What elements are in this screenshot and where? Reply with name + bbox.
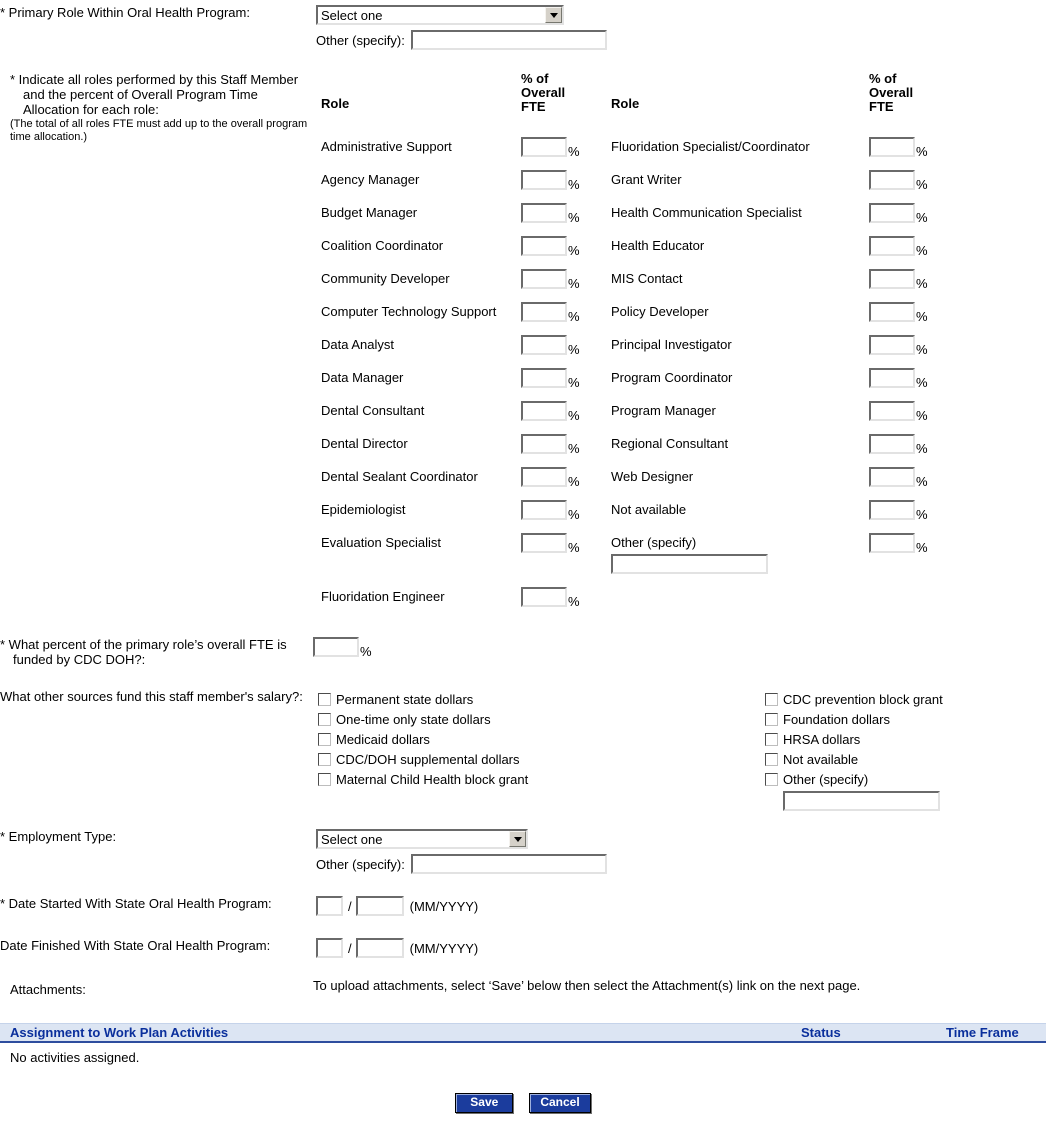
- funding-option-one-time-state[interactable]: [318, 709, 765, 729]
- percent-sign: %: [568, 407, 580, 423]
- form-actions: [0, 1093, 1046, 1125]
- save-button[interactable]: Save: [455, 1093, 513, 1113]
- checkbox-label: One-time only state dollars: [336, 711, 491, 727]
- role-fte-input-computer-technology[interactable]: [521, 302, 567, 322]
- funding-checkbox-cdc-prevention[interactable]: [765, 693, 778, 706]
- role-label: MIS Contact: [611, 271, 683, 286]
- role-label: Computer Technology Support: [321, 304, 497, 319]
- role-label: Dental Sealant Coordinator: [321, 469, 478, 484]
- percent-sign: %: [568, 593, 580, 609]
- percent-sign: %: [568, 308, 580, 324]
- role-label: Coalition Coordinator: [321, 238, 444, 253]
- role-fte-input-grant-writer[interactable]: [869, 170, 915, 190]
- role-label: Administrative Support: [321, 139, 452, 154]
- activities-header-timeframe: Time Frame: [946, 1025, 1019, 1040]
- role-label: Health Educator: [611, 238, 705, 253]
- role-column-header: Role: [611, 96, 640, 111]
- date-separator: /: [348, 898, 352, 914]
- percent-sign: %: [916, 440, 928, 456]
- primary-role-select-value: Select one: [321, 7, 383, 23]
- role-label: Program Manager: [611, 403, 716, 418]
- role-label: Program Coordinator: [611, 370, 733, 385]
- checkbox-label: Foundation dollars: [783, 711, 890, 727]
- funding-option-cdc-prevention[interactable]: [765, 689, 1046, 709]
- funding-sources-row: [0, 689, 1046, 811]
- roles-grid: [313, 72, 1046, 607]
- work-plan-activities-section: [0, 1023, 1046, 1065]
- role-label: Not available: [611, 502, 687, 517]
- funding-checkbox-other[interactable]: [765, 773, 778, 786]
- percent-sign: %: [568, 176, 580, 192]
- percent-sign: %: [916, 473, 928, 489]
- dropdown-arrow-icon[interactable]: [545, 7, 562, 23]
- percent-sign: %: [916, 176, 928, 192]
- empty-cell: [861, 587, 959, 607]
- role-fte-input-fluoridation-engineer[interactable]: [521, 587, 567, 607]
- percent-sign: %: [568, 242, 580, 258]
- funding-option-foundation[interactable]: [765, 709, 1046, 729]
- activities-header-status: Status: [801, 1025, 841, 1040]
- percent-sign: %: [916, 341, 928, 357]
- employment-type-row: [0, 829, 1046, 874]
- attachments-row: [0, 978, 1046, 997]
- percent-sign: %: [568, 539, 580, 555]
- role-fte-input-data-manager[interactable]: [521, 368, 567, 388]
- checkbox-label: CDC prevention block grant: [783, 691, 943, 707]
- role-fte-input-administrative-support[interactable]: [521, 137, 567, 157]
- role-fte-input-not-available[interactable]: [869, 500, 915, 520]
- role-fte-input-dental-director[interactable]: [521, 434, 567, 454]
- primary-role-label: * Primary Role Within Oral Health Program:: [0, 5, 250, 20]
- funding-left-column: [313, 689, 765, 811]
- date-finished-month-input[interactable]: [316, 938, 343, 958]
- role-label: Regional Consultant: [611, 436, 729, 451]
- funding-option-other[interactable]: [765, 769, 1046, 789]
- percent-sign: %: [568, 506, 580, 522]
- percent-sign: %: [916, 308, 928, 324]
- role-label: Community Developer: [321, 271, 450, 286]
- date-finished-label: Date Finished With State Oral Health Program:: [0, 938, 271, 953]
- role-label: Grant Writer: [611, 172, 682, 187]
- percent-sign: %: [360, 643, 372, 659]
- percent-sign: %: [568, 275, 580, 291]
- percent-sign: %: [916, 506, 928, 522]
- funding-checkbox-foundation[interactable]: [765, 713, 778, 726]
- role-fte-input-principal-investigator[interactable]: [869, 335, 915, 355]
- cdc-percent-row: [0, 637, 1046, 667]
- role-label: Data Manager: [321, 370, 404, 385]
- funding-option-hrsa[interactable]: [765, 729, 1046, 749]
- employment-other-label: Other (specify):: [316, 856, 405, 872]
- role-fte-input-program-manager[interactable]: [869, 401, 915, 421]
- attachments-note: To upload attachments, select ‘Save’ below then select the Attachment(s) link on the next page.: [313, 978, 861, 993]
- role-fte-input-health-educator[interactable]: [869, 236, 915, 256]
- funding-option-permanent-state[interactable]: [318, 689, 765, 709]
- checkbox-label: HRSA dollars: [783, 731, 861, 747]
- primary-role-select[interactable]: [316, 5, 564, 25]
- role-fte-input-mis-contact[interactable]: [869, 269, 915, 289]
- checkbox-label: Not available: [783, 751, 859, 767]
- role-other-specify-input[interactable]: [611, 554, 768, 574]
- funding-right-column: [765, 689, 1046, 811]
- role-label: Fluoridation Engineer: [321, 589, 445, 604]
- empty-cell: [603, 587, 861, 607]
- role-fte-input-dental-sealant[interactable]: [521, 467, 567, 487]
- role-label: Policy Developer: [611, 304, 709, 319]
- date-started-year-input[interactable]: [356, 896, 404, 916]
- funding-checkbox-hrsa[interactable]: [765, 733, 778, 746]
- date-separator: /: [348, 940, 352, 956]
- roles-label: * Indicate all roles performed by this Staff Member and the percent of Overall Program Time Allocation for each role:: [10, 72, 299, 117]
- checkbox-label: CDC/DOH supplemental dollars: [336, 751, 520, 767]
- cdc-percent-label: * What percent of the primary role’s overall FTE is funded by CDC DOH?:: [0, 637, 287, 667]
- employment-type-select[interactable]: [316, 829, 528, 849]
- role-column-header: Role: [321, 96, 350, 111]
- fte-column-header: % of Overall FTE: [521, 71, 566, 114]
- funding-option-not-available[interactable]: [765, 749, 1046, 769]
- funding-option-cdc-doh-supplemental[interactable]: [318, 749, 765, 769]
- funding-option-maternal-child[interactable]: [318, 769, 765, 789]
- funding-checkbox-maternal-child[interactable]: [318, 773, 331, 786]
- percent-sign: %: [568, 374, 580, 390]
- role-fte-input-evaluation-specialist[interactable]: [521, 533, 567, 553]
- role-fte-input-program-coordinator[interactable]: [869, 368, 915, 388]
- cdc-percent-input[interactable]: [313, 637, 359, 657]
- role-label: Epidemiologist: [321, 502, 406, 517]
- role-other-label: Other (specify): [611, 535, 697, 550]
- role-fte-input-regional-consultant[interactable]: [869, 434, 915, 454]
- role-fte-input-web-designer[interactable]: [869, 467, 915, 487]
- role-fte-input-epidemiologist[interactable]: [521, 500, 567, 520]
- role-fte-input-agency-manager[interactable]: [521, 170, 567, 190]
- percent-sign: %: [568, 440, 580, 456]
- role-fte-input-policy-developer[interactable]: [869, 302, 915, 322]
- role-label: Fluoridation Specialist/Coordinator: [611, 139, 810, 154]
- percent-sign: %: [568, 341, 580, 357]
- primary-role-other-label: Other (specify):: [316, 32, 405, 48]
- funding-checkbox-medicaid[interactable]: [318, 733, 331, 746]
- funding-other-specify-input[interactable]: [783, 791, 940, 811]
- activities-empty-text: No activities assigned.: [10, 1050, 140, 1065]
- role-fte-input-dental-consultant[interactable]: [521, 401, 567, 421]
- role-fte-input-community-developer[interactable]: [521, 269, 567, 289]
- checkbox-label: Permanent state dollars: [336, 691, 474, 707]
- date-started-label: * Date Started With State Oral Health Program:: [0, 896, 272, 911]
- employment-other-input[interactable]: [411, 854, 607, 874]
- funding-checkbox-permanent-state[interactable]: [318, 693, 331, 706]
- role-label: Principal Investigator: [611, 337, 732, 352]
- role-label: Health Communication Specialist: [611, 205, 802, 220]
- funding-sources-label: What other sources fund this staff member's salary?:: [0, 689, 303, 704]
- role-label: Data Analyst: [321, 337, 394, 352]
- percent-sign: %: [916, 275, 928, 291]
- fte-column-header: % of Overall FTE: [869, 71, 914, 114]
- activities-header-title: Assignment to Work Plan Activities: [10, 1025, 229, 1040]
- date-format-hint: (MM/YYYY): [409, 940, 479, 956]
- primary-role-other-input[interactable]: [411, 30, 607, 50]
- percent-sign: %: [916, 539, 928, 555]
- cancel-button[interactable]: Cancel: [529, 1093, 590, 1113]
- role-fte-input-coalition-coordinator[interactable]: [521, 236, 567, 256]
- role-label: Dental Director: [321, 436, 408, 451]
- percent-sign: %: [916, 143, 928, 159]
- date-finished-year-input[interactable]: [356, 938, 404, 958]
- roles-section: [0, 72, 1046, 607]
- percent-sign: %: [568, 209, 580, 225]
- roles-note: (The total of all roles FTE must add up to the overall program time allocation.): [10, 118, 308, 143]
- primary-role-row: [0, 5, 1046, 50]
- percent-sign: %: [916, 209, 928, 225]
- date-started-row: [0, 896, 1046, 916]
- role-fte-input-health-communication[interactable]: [869, 203, 915, 223]
- role-label-other: [603, 533, 861, 574]
- role-label: Dental Consultant: [321, 403, 425, 418]
- funding-checkbox-cdc-doh-supplemental[interactable]: [318, 753, 331, 766]
- role-label: Agency Manager: [321, 172, 420, 187]
- percent-sign: %: [916, 374, 928, 390]
- role-label: Evaluation Specialist: [321, 535, 441, 550]
- employment-type-label: * Employment Type:: [0, 829, 117, 844]
- date-format-hint: (MM/YYYY): [409, 898, 479, 914]
- date-finished-row: [0, 938, 1046, 958]
- role-label: Web Designer: [611, 469, 694, 484]
- attachments-label: Attachments:: [10, 982, 86, 997]
- dropdown-arrow-icon[interactable]: [509, 831, 526, 847]
- employment-type-select-value: Select one: [321, 831, 383, 847]
- percent-sign: %: [916, 242, 928, 258]
- activities-table-header: [0, 1023, 1046, 1043]
- checkbox-label: Medicaid dollars: [336, 731, 430, 747]
- role-fte-input-budget-manager[interactable]: [521, 203, 567, 223]
- role-fte-input-data-analyst[interactable]: [521, 335, 567, 355]
- percent-sign: %: [916, 407, 928, 423]
- date-started-month-input[interactable]: [316, 896, 343, 916]
- funding-option-medicaid[interactable]: [318, 729, 765, 749]
- percent-sign: %: [568, 143, 580, 159]
- funding-checkbox-one-time-state[interactable]: [318, 713, 331, 726]
- role-fte-input-fluoridation-specialist[interactable]: [869, 137, 915, 157]
- role-label: Budget Manager: [321, 205, 418, 220]
- funding-checkbox-not-available[interactable]: [765, 753, 778, 766]
- role-fte-input-other[interactable]: [869, 533, 915, 553]
- checkbox-label: Maternal Child Health block grant: [336, 771, 529, 787]
- percent-sign: %: [568, 473, 580, 489]
- checkbox-label: Other (specify): [783, 771, 869, 787]
